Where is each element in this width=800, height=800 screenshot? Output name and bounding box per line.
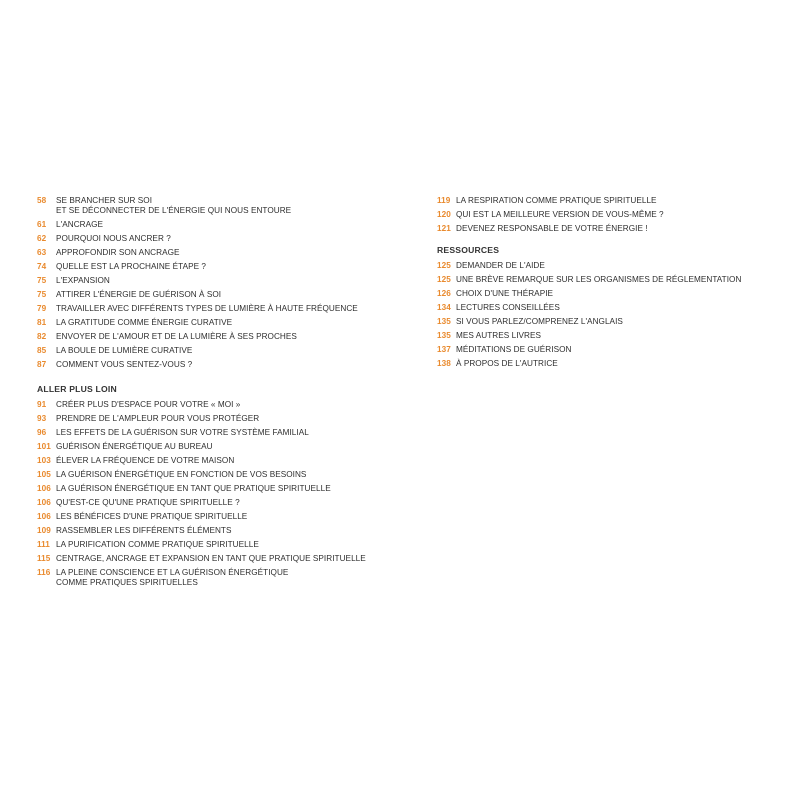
entry-title: LA RESPIRATION COMME PRATIQUE SPIRITUELLE bbox=[456, 196, 657, 205]
entry-title: UNE BRÈVE REMARQUE SUR LES ORGANISMES DE RÉGLEMENTATION bbox=[456, 275, 742, 285]
toc-entry bbox=[437, 224, 777, 234]
toc-entry bbox=[37, 304, 397, 314]
page-number: 119 bbox=[437, 196, 451, 205]
page-number: 101 bbox=[37, 441, 51, 451]
entry-title: ENVOYER DE L'AMOUR ET DE LA LUMIÈRE À SES PROCHES bbox=[56, 332, 297, 342]
page-number: 96 bbox=[37, 427, 47, 437]
entry-title: DEVENEZ RESPONSABLE DE VOTRE ÉNERGIE ! bbox=[456, 224, 648, 233]
toc-entry bbox=[437, 331, 777, 341]
toc-right-column bbox=[437, 196, 777, 373]
toc-entry bbox=[437, 303, 777, 313]
toc-entry bbox=[37, 262, 397, 272]
toc-entry bbox=[37, 484, 397, 494]
toc-entry bbox=[37, 234, 397, 244]
toc-entry bbox=[37, 498, 397, 508]
toc-entry bbox=[37, 346, 397, 356]
page-number: 116 bbox=[37, 567, 51, 577]
page-number: 74 bbox=[37, 262, 47, 272]
entry-title: ATTIRER L'ÉNERGIE DE GUÉRISON À SOI bbox=[56, 290, 222, 300]
page-number: 58 bbox=[37, 196, 47, 205]
page-number: 137 bbox=[437, 345, 451, 355]
entry-title: LA GRATITUDE COMME ÉNERGIE CURATIVE bbox=[56, 318, 233, 328]
entry-title: LES BÉNÉFICES D'UNE PRATIQUE SPIRITUELLE bbox=[56, 511, 248, 521]
toc-entry bbox=[37, 400, 397, 410]
toc-entry-list bbox=[437, 261, 777, 369]
toc-entry-list bbox=[437, 196, 777, 234]
page-number: 87 bbox=[37, 360, 47, 370]
toc-entry bbox=[437, 196, 777, 206]
page-number: 138 bbox=[437, 359, 451, 369]
page-number: 135 bbox=[437, 331, 451, 341]
toc-entry bbox=[437, 289, 777, 299]
entry-title: L'EXPANSION bbox=[56, 276, 110, 286]
toc-left-column bbox=[37, 196, 397, 592]
toc-entry bbox=[437, 345, 777, 355]
entry-title: QU'EST-CE QU'UNE PRATIQUE SPIRITUELLE ? bbox=[56, 497, 240, 507]
toc-entry bbox=[437, 275, 777, 285]
entry-title: CRÉER PLUS D'ESPACE POUR VOTRE « MOI » bbox=[56, 399, 241, 409]
page-number: 111 bbox=[37, 539, 50, 549]
page-number: 93 bbox=[37, 413, 47, 423]
entry-title: QUELLE EST LA PROCHAINE ÉTAPE ? bbox=[56, 262, 207, 272]
toc-entry bbox=[437, 317, 777, 327]
entry-title: LA PURIFICATION COMME PRATIQUE SPIRITUELLE bbox=[56, 539, 259, 549]
entry-title: LA GUÉRISON ÉNERGÉTIQUE EN FONCTION DE VOS BESOINS bbox=[56, 469, 307, 479]
toc-entry bbox=[37, 456, 397, 466]
page-number: 106 bbox=[37, 483, 51, 493]
entry-title: POURQUOI NOUS ANCRER ? bbox=[56, 234, 171, 244]
page-number: 134 bbox=[437, 303, 451, 313]
toc-entry bbox=[37, 196, 397, 217]
page-number: 121 bbox=[437, 224, 451, 233]
page-number: 106 bbox=[37, 511, 51, 521]
entry-title: DEMANDER DE L'AIDE bbox=[456, 261, 545, 271]
page-number: 82 bbox=[37, 332, 47, 342]
entry-title: SI VOUS PARLEZ/COMPRENEZ L'ANGLAIS bbox=[456, 317, 623, 327]
page-number: 106 bbox=[37, 497, 51, 507]
entry-title: PRENDRE DE L'AMPLEUR POUR VOUS PROTÉGER bbox=[56, 413, 260, 423]
section-heading-aller-plus-loin: ALLER PLUS LOIN bbox=[37, 383, 117, 394]
page-number: 63 bbox=[37, 248, 47, 258]
entry-title: GUÉRISON ÉNERGÉTIQUE AU BUREAU bbox=[56, 441, 213, 451]
entry-title: SE BRANCHER SUR SOI ET SE DÉCONNECTER DE L'ÉNERGIE QUI NOUS ENTOURE bbox=[56, 196, 292, 216]
page-number: 61 bbox=[37, 220, 47, 230]
page-number: 126 bbox=[437, 289, 451, 299]
toc-entry bbox=[437, 359, 777, 369]
entry-title: LA BOULE DE LUMIÈRE CURATIVE bbox=[56, 346, 193, 356]
page-number: 105 bbox=[37, 469, 51, 479]
toc-entry bbox=[37, 290, 397, 300]
page-number: 120 bbox=[437, 210, 451, 219]
page-number: 109 bbox=[37, 525, 51, 535]
toc-entry bbox=[37, 220, 397, 230]
toc-entry bbox=[37, 554, 397, 564]
toc-entry bbox=[37, 428, 397, 438]
entry-title: COMMENT VOUS SENTEZ-VOUS ? bbox=[56, 360, 193, 370]
section-heading-ressources: RESSOURCES bbox=[437, 245, 500, 256]
toc-entry bbox=[37, 276, 397, 286]
entry-title: TRAVAILLER AVEC DIFFÉRENTS TYPES DE LUMIÈRE À HAUTE FRÉQUENCE bbox=[56, 304, 358, 314]
page-number: 85 bbox=[37, 346, 47, 356]
toc-entry bbox=[37, 414, 397, 424]
page-number: 81 bbox=[37, 318, 47, 328]
entry-title: RASSEMBLER LES DIFFÉRENTS ÉLÉMENTS bbox=[56, 525, 232, 535]
entry-title: CHOIX D'UNE THÉRAPIE bbox=[456, 289, 554, 299]
page-number: 75 bbox=[37, 290, 47, 300]
entry-title: LA GUÉRISON ÉNERGÉTIQUE EN TANT QUE PRATIQUE SPIRITUELLE bbox=[56, 483, 331, 493]
toc-entry bbox=[37, 248, 397, 258]
page-number: 115 bbox=[37, 553, 51, 563]
entry-title: ÉLEVER LA FRÉQUENCE DE VOTRE MAISON bbox=[56, 455, 235, 465]
entry-title: À PROPOS DE L'AUTRICE bbox=[456, 359, 558, 369]
entry-title: MÉDITATIONS DE GUÉRISON bbox=[456, 345, 572, 355]
toc-entry bbox=[37, 512, 397, 522]
entry-title: MES AUTRES LIVRES bbox=[456, 331, 542, 341]
toc-entry bbox=[37, 526, 397, 536]
page-number: 91 bbox=[37, 399, 47, 409]
page-number: 103 bbox=[37, 455, 51, 465]
toc-entry bbox=[37, 332, 397, 342]
toc-entry-list bbox=[37, 400, 397, 589]
entry-title: LES EFFETS DE LA GUÉRISON SUR VOTRE SYSTÈME FAMILIAL bbox=[56, 427, 309, 437]
toc-entry bbox=[37, 470, 397, 480]
toc-entry bbox=[37, 568, 397, 589]
toc-entry bbox=[437, 210, 777, 220]
toc-entry bbox=[37, 318, 397, 328]
page-number: 62 bbox=[37, 234, 47, 244]
page-number: 135 bbox=[437, 317, 451, 327]
entry-title: LA PLEINE CONSCIENCE ET LA GUÉRISON ÉNERGÉTIQUE COMME PRATIQUES SPIRITUELLES bbox=[56, 567, 289, 588]
entry-title: LECTURES CONSEILLÉES bbox=[456, 303, 560, 313]
toc-entry bbox=[37, 540, 397, 550]
entry-title: L'ANCRAGE bbox=[56, 220, 104, 230]
entry-title: CENTRAGE, ANCRAGE ET EXPANSION EN TANT QUE PRATIQUE SPIRITUELLE bbox=[56, 553, 366, 563]
toc-entry bbox=[37, 442, 397, 452]
toc-entry bbox=[37, 360, 397, 370]
page-number: 125 bbox=[437, 275, 451, 285]
toc-entry bbox=[437, 261, 777, 271]
page-number: 125 bbox=[437, 261, 451, 271]
page-number: 79 bbox=[37, 304, 47, 314]
page-number: 75 bbox=[37, 276, 47, 286]
entry-title: QUI EST LA MEILLEURE VERSION DE VOUS-MÊME ? bbox=[456, 210, 664, 219]
toc-entry-list bbox=[37, 196, 397, 371]
entry-title: APPROFONDIR SON ANCRAGE bbox=[56, 248, 180, 258]
